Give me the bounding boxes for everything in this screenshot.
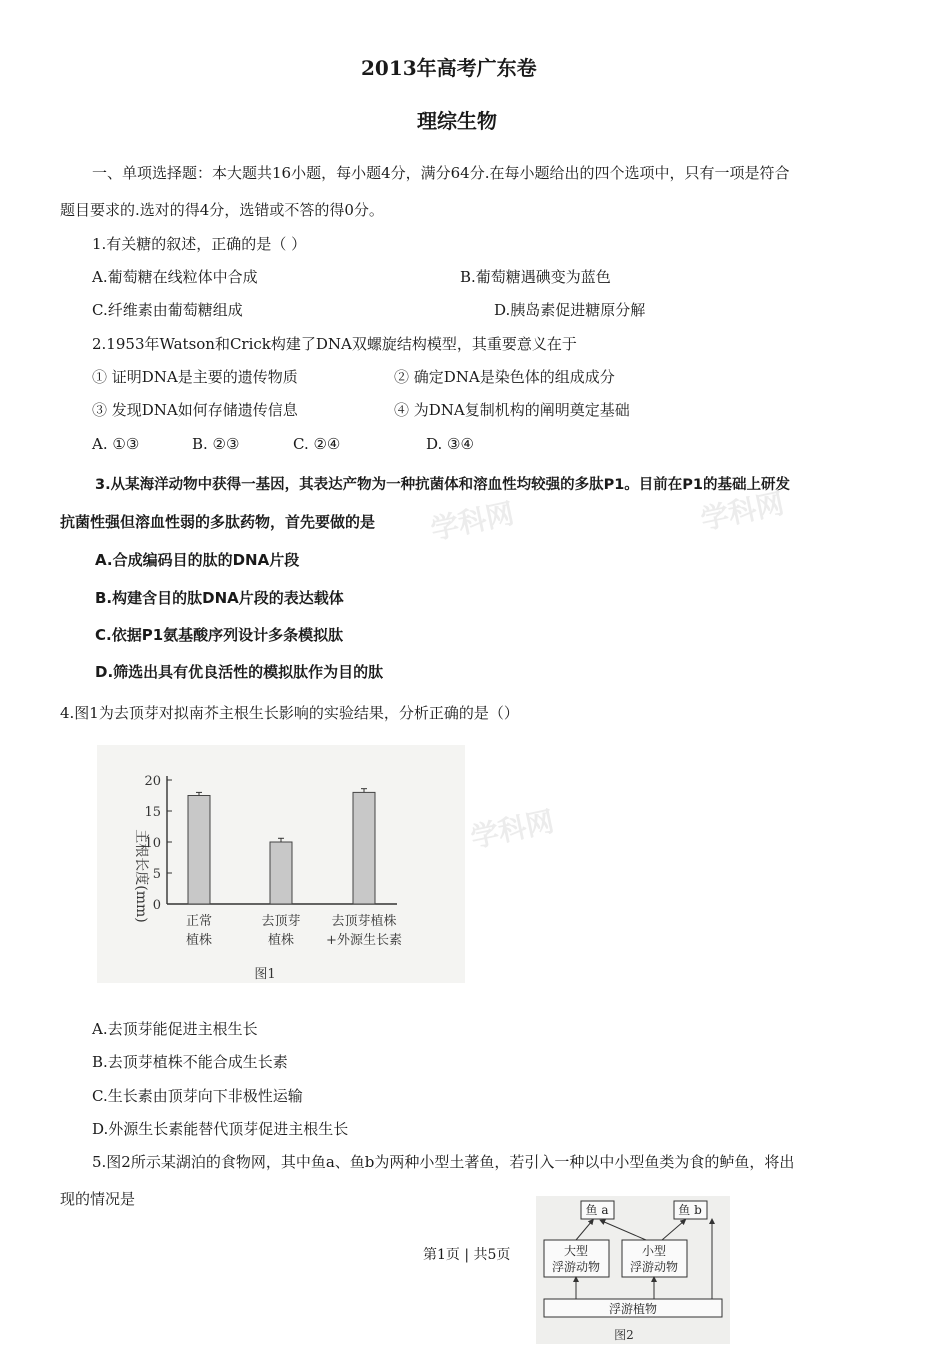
q3-option-c: C.依据P1氨基酸序列设计多条模拟肽 xyxy=(95,626,344,644)
small-zooplankton-label: 小型 xyxy=(641,1244,667,1258)
y-tick-label: 0 xyxy=(152,898,161,913)
watermark: 学科网 xyxy=(427,496,517,547)
x-tick-label: 去顶芽 xyxy=(261,914,301,929)
arrow xyxy=(576,1221,592,1240)
question-5-stem: 现的情况是 xyxy=(60,1190,136,1208)
q1-option-d: D.胰岛素促进糖原分解 xyxy=(494,301,646,319)
watermark: 学科网 xyxy=(467,804,557,855)
q4-option-c: C.生长素由顶芽向下非极性运输 xyxy=(92,1087,303,1105)
large-zooplankton-label: 浮游动物 xyxy=(551,1260,601,1274)
fish-a-label: 鱼 a xyxy=(585,1203,609,1217)
question-2-stem: 2.1953年Watson和Crick构建了DNA双螺旋结构模型，其重要意义在于 xyxy=(92,335,577,353)
section-intro-line: 题目要求的.选对的得4分，选错或不答的得0分。 xyxy=(60,201,384,219)
section-intro-line: 一、单项选择题：本大题共16小题，每小题4分，满分64分.在每小题给出的四个选项中，只有一项是符合 xyxy=(92,164,790,182)
q2-option-d: D. ③④ xyxy=(426,435,474,453)
arrow xyxy=(662,1221,684,1240)
y-tick-label: 10 xyxy=(144,836,161,851)
figure-1 xyxy=(97,745,465,983)
q4-option-a: A.去顶芽能促进主根生长 xyxy=(92,1020,258,1038)
bar xyxy=(270,842,292,904)
bar xyxy=(353,792,375,904)
y-tick-label: 20 xyxy=(144,774,161,789)
question-3-stem: 3.从某海洋动物中获得一基因，其表达产物为一种抗菌体和溶血性均较强的多肽P1。目前在P1的基础上研发 xyxy=(95,477,791,493)
y-tick-label: 5 xyxy=(152,867,161,882)
large-zooplankton-label: 大型 xyxy=(563,1244,589,1258)
phytoplankton-label: 浮游植物 xyxy=(608,1302,658,1316)
food-web-diagram xyxy=(536,1196,730,1344)
question-5-stem: 5.图2所示某湖泊的食物网，其中鱼a、鱼b为两种小型土著鱼，若引入一种以中小型鱼类为食的鲈鱼，将出 xyxy=(92,1153,795,1171)
q2-option-c: C. ②④ xyxy=(293,435,341,453)
x-tick-label: +外源生长素 xyxy=(326,933,402,948)
q1-option-c: C.纤维素由葡萄糖组成 xyxy=(92,301,243,319)
y-tick-label: 15 xyxy=(144,805,161,820)
q2-statement-2: ② 确定DNA是染色体的组成成分 xyxy=(394,368,615,386)
q2-statement-4: ④ 为DNA复制机构的阐明奠定基础 xyxy=(394,401,630,419)
x-tick-label: 正常 xyxy=(185,914,213,929)
question-3-stem: 抗菌性强但溶血性弱的多肽药物，首先要做的是 xyxy=(60,513,376,531)
q2-statement-1: ① 证明DNA是主要的遗传物质 xyxy=(92,368,298,386)
q1-option-a: A.葡萄糖在线粒体中合成 xyxy=(92,268,258,286)
q4-option-b: B.去顶芽植株不能合成生长素 xyxy=(92,1053,288,1071)
arrow xyxy=(602,1221,646,1240)
page-footer: 第1页 | 共5页 xyxy=(423,1247,511,1263)
q3-option-d: D.筛选出具有优良活性的模拟肽作为目的肽 xyxy=(95,663,384,681)
question-4-stem: 4.图1为去顶芽对拟南芥主根生长影响的实验结果，分析正确的是（） xyxy=(60,704,519,722)
y-axis-label: 主根长度(mm) xyxy=(133,829,149,923)
q2-statement-3: ③ 发现DNA如何存储遗传信息 xyxy=(92,401,298,419)
figure-1-chart xyxy=(97,745,465,983)
page-subtitle: 理综生物 xyxy=(417,109,497,133)
x-tick-label: 去顶芽植株 xyxy=(331,914,397,929)
figure-2 xyxy=(536,1196,730,1344)
fish-b-label: 鱼 b xyxy=(678,1203,702,1217)
x-tick-label: 植株 xyxy=(267,933,295,948)
figure-2-caption: 图2 xyxy=(614,1328,634,1342)
q4-option-d: D.外源生长素能替代顶芽促进主根生长 xyxy=(92,1120,349,1138)
q3-option-a: A.合成编码目的肽的DNA片段 xyxy=(95,551,300,569)
figure-1-caption: 图1 xyxy=(254,967,276,982)
question-1-stem: 1.有关糖的叙述，正确的是（ ） xyxy=(92,235,307,253)
bar xyxy=(188,796,210,905)
watermark: 学科网 xyxy=(697,486,787,537)
small-zooplankton-label: 浮游动物 xyxy=(629,1260,679,1274)
q2-option-a: A. ①③ xyxy=(92,435,140,453)
q1-option-b: B.葡萄糖遇碘变为蓝色 xyxy=(460,268,611,286)
page-title: 2013年高考广东卷 xyxy=(361,56,537,80)
q2-option-b: B. ②③ xyxy=(192,435,240,453)
q3-option-b: B.构建含目的肽DNA片段的表达载体 xyxy=(95,589,344,607)
x-tick-label: 植株 xyxy=(185,933,213,948)
